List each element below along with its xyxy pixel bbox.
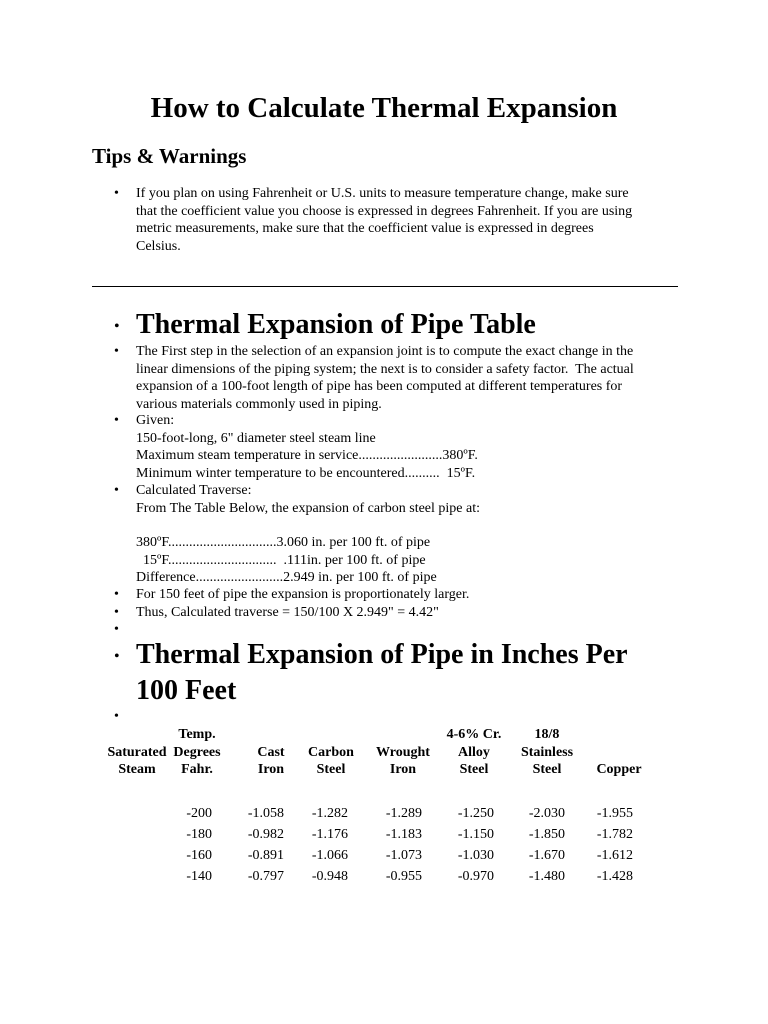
table-cell-r4-c7: -1.480 — [528, 869, 565, 884]
table-header-col2-line1: Temp. — [178, 727, 216, 742]
thus-bullet: • — [114, 604, 119, 620]
table-cell-r4-c2: -140 — [186, 869, 212, 884]
table-cell-r4-c3: -0.797 — [247, 869, 284, 884]
given-line-3: Maximum steam temperature in service........................380ºF. — [136, 448, 478, 463]
table-cell-r1-c2: -200 — [186, 806, 212, 821]
table-header-col7-line1: 18/8 — [534, 727, 560, 742]
horizontal-rule — [92, 286, 678, 287]
empty-bullet-1: • — [114, 622, 119, 637]
traverse-bullet: • — [114, 483, 119, 498]
tips-heading: Tips & Warnings — [92, 144, 247, 168]
line150-bullet: • — [114, 587, 119, 602]
table-header-col1-line3: Steam — [118, 762, 156, 777]
section1-bullet: • — [114, 318, 120, 335]
table-cell-r3-c4: -1.066 — [311, 848, 348, 863]
table-cell-r3-c6: -1.030 — [457, 848, 494, 863]
table-header-col4-line3: Steel — [316, 762, 346, 777]
table-header-col3-line3: Iron — [257, 762, 285, 777]
line-150-feet: For 150 feet of pipe the expansion is proportionately larger. — [136, 587, 470, 602]
table-cell-r3-c7: -1.670 — [528, 848, 565, 863]
line-thus: Thus, Calculated traverse = 150/100 X 2.949" = 4.42" — [136, 604, 439, 620]
para1-line-3: expansion of a 100-foot length of pipe has been computed at different temperatures for — [136, 379, 623, 394]
table-cell-r4-c5: -0.955 — [385, 869, 422, 884]
table-cell-r2-c7: -1.850 — [528, 827, 565, 842]
para1-line-2: linear dimensions of the piping system; the next is to consider a safety factor. The actual — [136, 361, 634, 377]
tips-line-2: that the coefficient value you choose is expressed in degrees Fahrenheit. If you are using — [136, 203, 633, 219]
table-header-col6-line2: Alloy — [458, 744, 490, 760]
table-cell-r1-c5: -1.289 — [385, 806, 422, 821]
traverse-line-5: 15ºF............................... .111in. per 100 ft. of pipe — [136, 552, 426, 568]
table-cell-r1-c3: -1.058 — [247, 806, 284, 821]
table-cell-r3-c2: -160 — [186, 848, 212, 863]
table-cell-r1-c6: -1.250 — [457, 806, 494, 821]
table-cell-r2-c2: -180 — [186, 827, 212, 842]
traverse-line-2: From The Table Below, the expansion of carbon steel pipe at: — [136, 500, 481, 516]
table-header-col4-line2: Carbon — [308, 744, 354, 760]
table-header-col7-line2: Stainless — [520, 744, 574, 760]
table-cell-r4-c4: -0.948 — [311, 869, 348, 884]
table-header-col6-line1: 4-6% Cr. — [446, 727, 502, 742]
table-header-col6-line3: Steel — [459, 762, 489, 777]
page-title: How to Calculate Thermal Expansion — [150, 92, 618, 124]
table-header-col3-line2: Cast — [257, 744, 285, 760]
table-cell-r1-c8: -1.955 — [596, 806, 633, 821]
section2-heading-line-2: 100 Feet — [136, 675, 237, 706]
given-bullet: • — [114, 413, 119, 428]
para1-bullet: • — [114, 344, 119, 359]
table-cell-r4-c6: -0.970 — [457, 869, 494, 884]
traverse-line-1: Calculated Traverse: — [136, 483, 252, 498]
table-header-col8-line3: Copper — [596, 762, 642, 777]
table-cell-r2-c4: -1.176 — [311, 827, 348, 842]
given-line-2: 150-foot-long, 6" diameter steel steam line — [136, 430, 376, 446]
tips-bullet: • — [114, 186, 119, 201]
table-header-col7-line3: Steel — [532, 762, 562, 777]
para1-line-4: various materials commonly used in piping. — [136, 396, 382, 412]
table-cell-r3-c8: -1.612 — [596, 848, 633, 863]
table-cell-r3-c3: -0.891 — [247, 848, 284, 863]
table-cell-r2-c3: -0.982 — [247, 827, 284, 842]
empty-bullet-2: • — [114, 709, 119, 724]
traverse-line-4: 380ºF...............................3.060 in. per 100 ft. of pipe — [136, 535, 431, 550]
table-header-col5-line3: Iron — [389, 762, 417, 777]
section2-heading-line-1: Thermal Expansion of Pipe in Inches Per — [136, 639, 628, 670]
table-header-col2-line3: Fahr. — [181, 762, 213, 777]
para1-line-1: The First step in the selection of an expansion joint is to compute the exact change in the — [136, 344, 634, 359]
table-cell-r2-c5: -1.183 — [385, 827, 422, 842]
traverse-line-6: Difference.........................2.949 in. per 100 ft. of pipe — [136, 570, 437, 585]
table-header-col1-line2: Saturated — [107, 744, 167, 760]
table-cell-r4-c8: -1.428 — [596, 869, 633, 884]
table-cell-r3-c5: -1.073 — [385, 848, 422, 863]
section2-bullet: • — [114, 648, 120, 665]
given-line-4: Minimum winter temperature to be encountered.......... 15ºF. — [136, 465, 476, 481]
table-cell-r1-c7: -2.030 — [528, 806, 565, 821]
table-cell-r2-c6: -1.150 — [457, 827, 494, 842]
table-header-col5-line2: Wrought — [376, 744, 430, 760]
tips-line-4: Celsius. — [136, 238, 181, 254]
table-cell-r1-c4: -1.282 — [311, 806, 348, 821]
table-header-col2-line2: Degrees — [173, 744, 221, 760]
tips-line-3: metric measurements, make sure that the coefficient value is expressed in degrees — [136, 221, 594, 236]
table-cell-r2-c8: -1.782 — [596, 827, 633, 842]
section1-heading: Thermal Expansion of Pipe Table — [136, 309, 536, 340]
tips-line-1: If you plan on using Fahrenheit or U.S. units to measure temperature change, make sure — [136, 186, 629, 201]
given-line-1: Given: — [136, 413, 175, 428]
